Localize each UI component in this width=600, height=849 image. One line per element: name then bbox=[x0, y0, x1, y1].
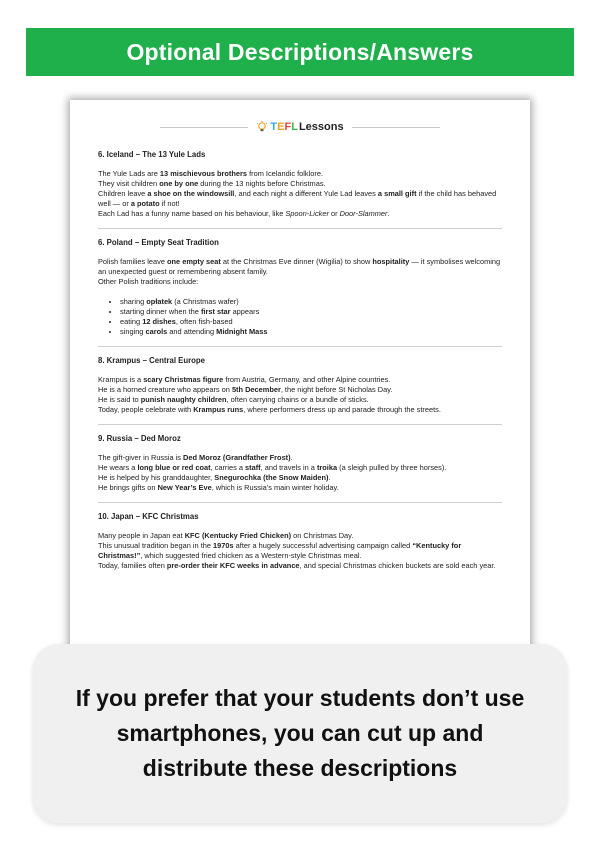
description-section bbox=[98, 424, 502, 502]
section-paragraph bbox=[98, 395, 502, 405]
text-run: Today, families often bbox=[98, 561, 167, 570]
section-paragraph bbox=[98, 257, 502, 277]
logo-divider-right bbox=[352, 127, 440, 128]
callout-text: If you prefer that your students don’t use smartphones, you can cut up and distribute these descriptions bbox=[75, 685, 525, 781]
bold-text: opłatek bbox=[146, 297, 173, 306]
text-run: He is said to bbox=[98, 395, 141, 404]
section-paragraph bbox=[98, 375, 502, 385]
bold-text: first star bbox=[200, 307, 231, 316]
text-run: , and travels in a bbox=[260, 463, 317, 472]
list-item bbox=[120, 327, 502, 337]
text-run: , often fish-based bbox=[175, 317, 233, 326]
logo-letter: T bbox=[270, 121, 278, 133]
text-run: They visit children bbox=[98, 179, 160, 188]
text-run: eating bbox=[120, 317, 143, 326]
text-run: from Austria, Germany, and other Alpine countries. bbox=[223, 375, 391, 384]
bold-text: Krampus runs bbox=[193, 405, 244, 414]
description-section bbox=[98, 228, 502, 346]
text-run: if not! bbox=[159, 199, 180, 208]
bold-text: one by one bbox=[159, 179, 199, 188]
bold-text: punish naughty children bbox=[140, 395, 227, 404]
text-run: He is a horned creature who appears on bbox=[98, 385, 232, 394]
bold-text: a potato bbox=[130, 199, 160, 208]
text-run: He brings gifts on bbox=[98, 483, 158, 492]
bold-text: Midnight Mass bbox=[216, 327, 268, 336]
section-paragraph bbox=[98, 561, 502, 571]
section-paragraph bbox=[98, 385, 502, 395]
section-title: 6. Poland – Empty Seat Tradition bbox=[98, 238, 219, 247]
bold-text: staff bbox=[245, 463, 261, 472]
text-run: if the child has behaved well — or bbox=[98, 189, 497, 208]
bold-text: New Year’s Eve bbox=[157, 483, 212, 492]
section-title: 10. Japan – KFC Christmas bbox=[98, 512, 199, 521]
text-run: singing bbox=[120, 327, 146, 336]
bold-text: Snegurochka (the Snow Maiden) bbox=[214, 473, 329, 482]
text-run: . bbox=[290, 453, 293, 462]
text-run: He wears a bbox=[98, 463, 138, 472]
section-paragraph bbox=[98, 169, 502, 179]
text-run: . bbox=[328, 473, 331, 482]
bold-text: carols bbox=[145, 327, 168, 336]
list-item bbox=[120, 307, 502, 317]
section-body bbox=[98, 257, 502, 337]
section-body bbox=[98, 453, 502, 493]
text-run: The gift-giver in Russia is bbox=[98, 453, 184, 462]
bold-text: troika bbox=[316, 463, 338, 472]
text-run: Children leave bbox=[98, 189, 148, 198]
bold-text: one empty seat bbox=[167, 257, 221, 266]
page-banner bbox=[26, 28, 574, 76]
text-run: , and special Christmas chicken buckets are sold each year. bbox=[299, 561, 496, 570]
logo-letter: E bbox=[277, 121, 285, 133]
bold-text: long blue or red coat bbox=[137, 463, 211, 472]
info-callout bbox=[33, 644, 567, 823]
logo-divider-left bbox=[160, 127, 248, 128]
text-run: , which is Russia’s main winter holiday. bbox=[211, 483, 339, 492]
text-run: after a hugely successful advertising campaign called bbox=[233, 541, 413, 550]
bold-text: “Kentucky for Christmas!” bbox=[98, 541, 462, 560]
bold-text: scary Christmas figure bbox=[143, 375, 224, 384]
section-title: 9. Russia – Ded Moroz bbox=[98, 434, 181, 443]
bold-text: a small gift bbox=[377, 189, 417, 198]
section-paragraph bbox=[98, 179, 502, 189]
text-run: , often carrying chains or a bundle of sticks. bbox=[226, 395, 369, 404]
section-body bbox=[98, 531, 502, 571]
text-run: (a sleigh pulled by three horses). bbox=[337, 463, 447, 472]
bold-text: 12 dishes bbox=[142, 317, 176, 326]
logo-letter: F bbox=[284, 121, 292, 133]
text-run: This unusual tradition began in the bbox=[98, 541, 214, 550]
text-run: Today, people celebrate with bbox=[98, 405, 194, 414]
text-run: and attending bbox=[167, 327, 217, 336]
text-run: He is helped by his granddaughter, bbox=[98, 473, 215, 482]
section-title: 6. Iceland – The 13 Yule Lads bbox=[98, 150, 206, 159]
section-paragraph bbox=[98, 189, 502, 209]
bold-text: pre-order their KFC weeks in advance bbox=[166, 561, 300, 570]
list-item bbox=[120, 297, 502, 307]
bold-text: 5th December bbox=[231, 385, 281, 394]
list-item bbox=[120, 317, 502, 327]
bold-text: KFC (Kentucky Fried Chicken) bbox=[184, 531, 292, 540]
section-paragraph bbox=[98, 463, 502, 473]
text-run: at the Christmas Eve dinner (Wigilia) to show bbox=[220, 257, 373, 266]
descriptions-list bbox=[98, 150, 502, 580]
text-run: The Yule Lads are bbox=[98, 169, 160, 178]
text-run: starting dinner when the bbox=[120, 307, 201, 316]
logo-letter: L bbox=[291, 121, 298, 133]
text-run: on Christmas Day. bbox=[291, 531, 354, 540]
text-run: Polish families leave bbox=[98, 257, 168, 266]
text-run: during the 13 nights before Christmas. bbox=[198, 179, 326, 188]
section-paragraph bbox=[98, 405, 502, 415]
text-run: , carries a bbox=[210, 463, 246, 472]
text-run: Each Lad has a funny name based on his behaviour, like bbox=[98, 209, 286, 218]
tefl-lessons-logo bbox=[256, 121, 343, 133]
text-run: , where performers dress up and parade through the streets. bbox=[243, 405, 441, 414]
text-run: , which suggested fried chicken as a Western-style Christmas meal. bbox=[140, 551, 362, 560]
lightbulb-icon bbox=[256, 121, 268, 133]
section-title: 8. Krampus – Central Europe bbox=[98, 356, 206, 365]
bold-text: 13 mischievous brothers bbox=[159, 169, 248, 178]
italic-text: Door-Slammer bbox=[339, 209, 388, 218]
bold-text: a shoe on the windowsill bbox=[147, 189, 235, 198]
text-run: , and each night a different Yule Lad leaves bbox=[234, 189, 378, 198]
bold-text: 1970s bbox=[213, 541, 234, 550]
bold-text: Ded Moroz (Grandfather Frost) bbox=[183, 453, 291, 462]
text-run: sharing bbox=[120, 297, 147, 306]
tradition-list bbox=[98, 297, 502, 337]
banner-title: Optional Descriptions/Answers bbox=[126, 38, 474, 65]
section-body bbox=[98, 169, 502, 219]
text-run: or bbox=[328, 209, 340, 218]
text-run: Other Polish traditions include: bbox=[98, 277, 199, 286]
text-run: from Icelandic folklore. bbox=[247, 169, 324, 178]
worksheet-preview bbox=[70, 100, 530, 660]
text-run: Many people in Japan eat bbox=[98, 531, 185, 540]
text-run: Krampus is a bbox=[98, 375, 144, 384]
text-run: . bbox=[387, 209, 390, 218]
logo-word: Lessons bbox=[298, 121, 344, 133]
section-paragraph bbox=[98, 483, 502, 493]
section-paragraph bbox=[98, 209, 502, 219]
section-paragraph bbox=[98, 453, 502, 463]
section-paragraph bbox=[98, 473, 502, 483]
section-body bbox=[98, 375, 502, 415]
logo-header bbox=[70, 118, 530, 136]
bold-text: hospitality bbox=[372, 257, 410, 266]
section-paragraph bbox=[98, 541, 502, 561]
description-section bbox=[98, 502, 502, 580]
section-paragraph bbox=[98, 277, 502, 287]
text-run: (a Christmas wafer) bbox=[172, 297, 239, 306]
text-run: , the night before St Nicholas Day. bbox=[280, 385, 393, 394]
section-paragraph bbox=[98, 531, 502, 541]
italic-text: Spoon-Licker bbox=[285, 209, 329, 218]
text-run: — it symbolises welcoming an unexpected guest or remembering absent family. bbox=[98, 257, 501, 276]
text-run: appears bbox=[230, 307, 260, 316]
description-section bbox=[98, 346, 502, 424]
description-section bbox=[98, 150, 502, 228]
